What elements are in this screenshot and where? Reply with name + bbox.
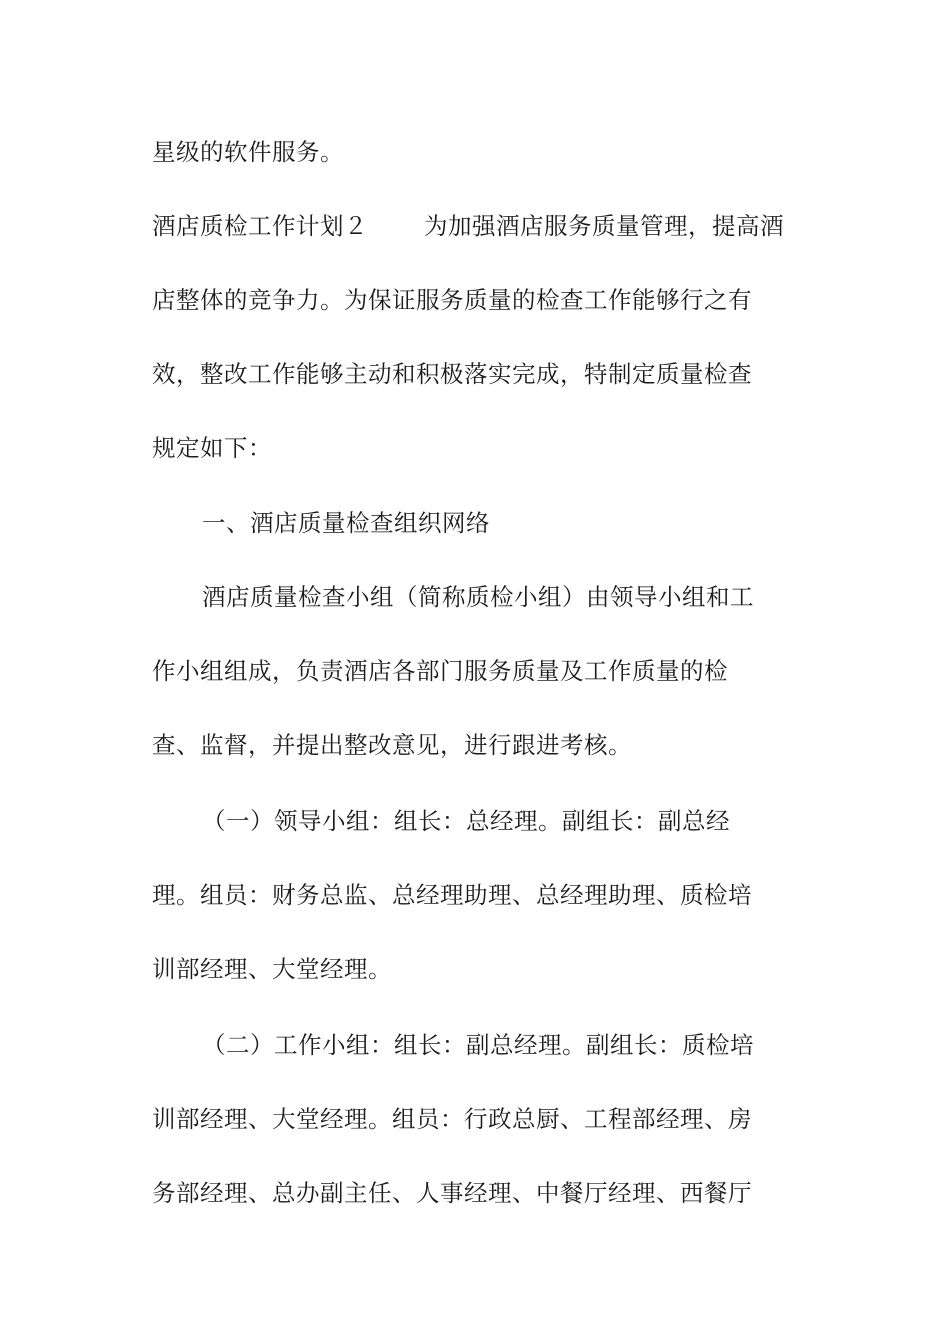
section-title: 酒店质检工作计划２ — [152, 212, 368, 240]
text-line: 查、监督，并提出整改意见，进行跟进考核。 — [152, 731, 632, 759]
text-line: 作小组组成，负责酒店各部门服务质量及工作质量的检 — [152, 657, 728, 685]
text-line: 效，整改工作能够主动和积极落实完成，特制定质量检查 — [152, 360, 752, 388]
text-line: 理。组员：财务总监、总经理助理、总经理助理、质检培 — [152, 881, 752, 909]
text-line: 酒店质量检查小组（简称质检小组）由领导小组和工 — [202, 583, 754, 611]
section-heading: 一、酒店质量检查组织网络 — [202, 509, 490, 537]
paragraph-start: 为加强酒店服务质量管理，提高酒 — [424, 212, 784, 240]
text-line: 训部经理、大堂经理。 — [152, 955, 392, 983]
text-line: （二）工作小组：组长：副总经理。副组长：质检培 — [202, 1031, 754, 1059]
text-line: 星级的软件服务。 — [152, 138, 344, 166]
text-line: 规定如下： — [152, 434, 272, 462]
text-line: 店整体的竞争力。为保证服务质量的检查工作能够行之有 — [152, 286, 752, 314]
text-line: 训部经理、大堂经理。组员：行政总厨、工程部经理、房 — [152, 1105, 752, 1133]
text-line: （一）领导小组：组长：总经理。副组长：副总经 — [202, 807, 730, 835]
text-line: 务部经理、总办副主任、人事经理、中餐厅经理、西餐厅 — [152, 1179, 752, 1207]
text-line-with-title — [152, 211, 784, 241]
